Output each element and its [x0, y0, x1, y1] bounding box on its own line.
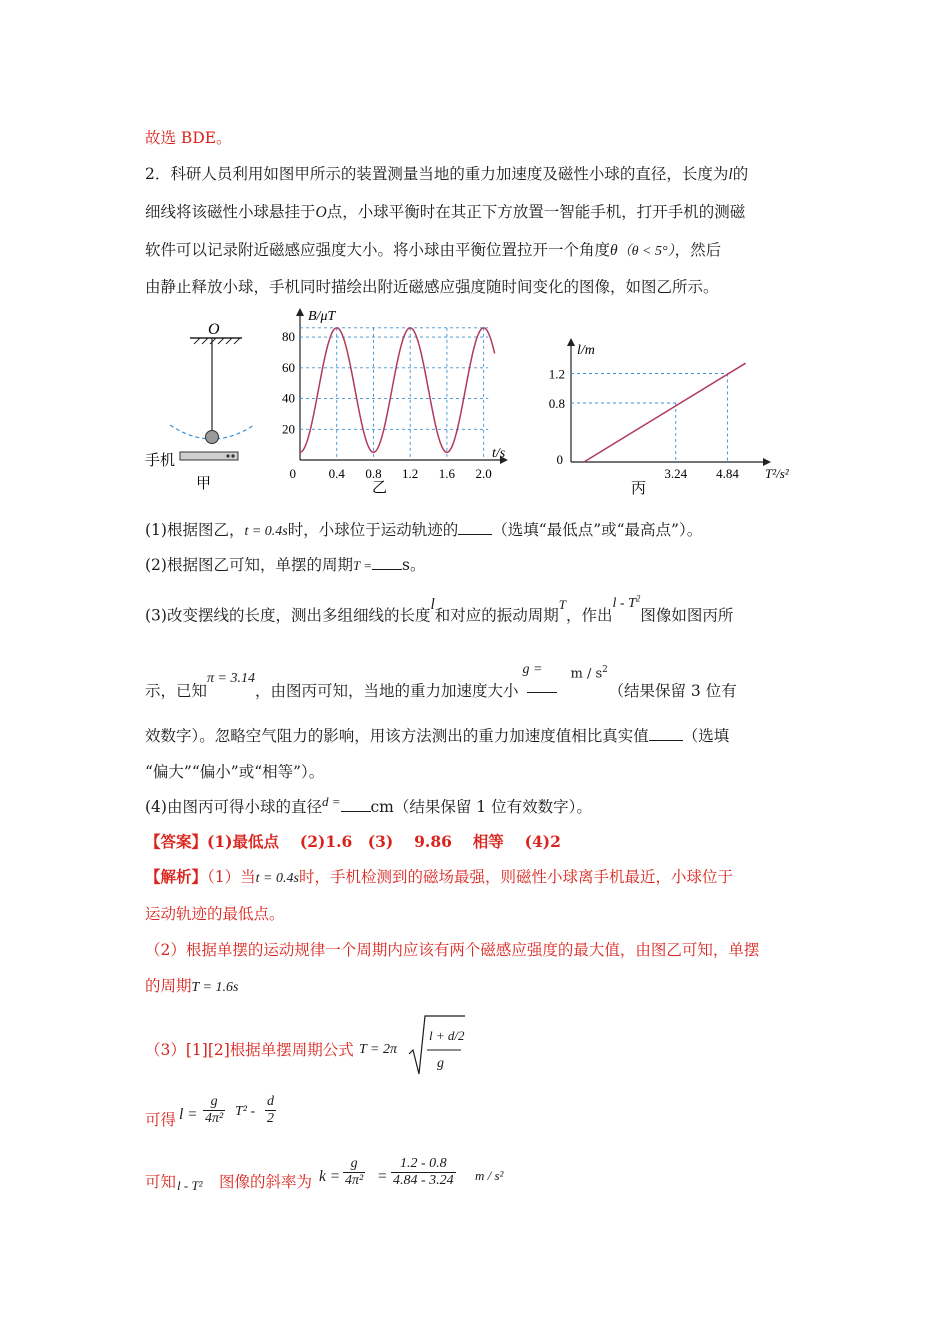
figure-yi: [272, 300, 522, 500]
time-condition: t = 0.4s: [244, 524, 288, 539]
period-equation: T = 1.6s: [191, 980, 239, 995]
x-axis-label: T²/s²: [765, 466, 789, 481]
x-tick-label: 0: [289, 466, 296, 481]
t2-minus: T² -: [235, 1104, 256, 1119]
question-text: 由静止释放小球，手机同时描绘出附近磁感应强度随时间变化的图像，如图乙所示。: [145, 278, 719, 296]
text: (3)改变摆线的长度，测出多组细线的长度: [145, 606, 431, 625]
text: 可知: [145, 1173, 177, 1191]
x-tick-label: 0.4: [328, 466, 345, 481]
guide-lines: [571, 374, 727, 463]
question-number: 2．: [145, 165, 171, 183]
denominator: 2: [267, 1111, 274, 1126]
sup-2: 2: [635, 593, 641, 603]
answer-blank-4[interactable]: [649, 726, 683, 741]
phone-dot: [231, 454, 234, 457]
top-conclusion: 故选 BDE。: [145, 129, 232, 147]
text: “偏大”“偏小”或“相等”）。: [145, 763, 325, 781]
question-line-1: [145, 164, 748, 185]
answer-blank-2[interactable]: [372, 555, 402, 570]
question-text: 点，小球平衡时在其正下方放置一智能手机，打开手机的测磁: [326, 203, 746, 221]
var-O: O: [315, 204, 327, 221]
text: 可得: [145, 1111, 177, 1129]
phone-dot: [226, 454, 229, 457]
magnetic-ball: [206, 431, 219, 444]
question-line-4: [145, 277, 719, 297]
text: （3）[1][2]根据单摆周期公式: [145, 1041, 354, 1059]
y-axis-arrow: [567, 338, 575, 346]
x-tick-label: 3.24: [664, 466, 688, 481]
denominator: 4π²: [345, 1173, 364, 1188]
text: 时，小球位于运动轨迹的: [287, 521, 459, 539]
numerator: 1.2 - 0.8: [391, 1156, 456, 1173]
question-line-2: [145, 202, 745, 223]
var-d: d =: [321, 794, 341, 809]
var-theta: θ: [610, 242, 618, 259]
text: 效数字）。忽略空气阻力的影响，用该方法测出的重力加速度值相比真实值: [145, 727, 649, 745]
l-t2-expression: [612, 593, 641, 611]
answer-blank-1[interactable]: [458, 520, 492, 535]
analysis-line-2: [145, 904, 285, 924]
text: (4)由图丙可得小球的直径: [145, 798, 322, 816]
y-tick-label: 60: [282, 359, 295, 375]
text: 示，已知: [145, 682, 208, 700]
grid: [300, 328, 488, 460]
phone-label: 手机: [145, 453, 176, 469]
numerator: g: [343, 1156, 365, 1173]
y-tick-label: 80: [282, 329, 295, 345]
text: (2)根据图乙可知，单摆的周期: [145, 556, 353, 574]
x-tick-label: 0.8: [365, 466, 382, 481]
text: cm（结果保留 1 位有效数字）。: [370, 798, 592, 816]
caption-bing: 丙: [631, 481, 647, 497]
question-text: 软件可以记录附近磁感应强度大小。将小球由平衡位置拉开一个角度: [145, 241, 611, 259]
answer-label: 【答案】: [145, 832, 208, 851]
sub-question-3-line-4: [145, 762, 324, 782]
sub-question-3-line-1: [145, 593, 734, 628]
text: 图像的斜率为: [219, 1173, 313, 1191]
text: 的周期: [145, 977, 192, 995]
text: （选填“最低点”或“最高点”）。: [492, 521, 703, 539]
figure-jia: [140, 318, 260, 498]
x-axis-arrow: [763, 458, 771, 466]
sub-question-4: [145, 794, 592, 818]
g-answer-group: [519, 662, 609, 696]
var-T: T: [558, 596, 567, 612]
caption-yi: 乙: [372, 480, 388, 496]
x-axis-label: t/s: [492, 446, 506, 461]
text: （1）当: [207, 868, 256, 886]
sqrt-denominator: g: [437, 1056, 444, 1071]
sup-2: 2: [602, 665, 608, 675]
text: ，由图丙可知，当地的重力加速度大小: [254, 682, 519, 700]
answer-blank-5[interactable]: [341, 797, 371, 812]
y-tick-label: 20: [282, 421, 295, 437]
denominator: 4π²: [205, 1111, 224, 1126]
fraction-g-4pi2: [343, 1156, 365, 1189]
y-axis-label: B/μT: [308, 309, 336, 324]
text: 和对应的振动周期: [434, 606, 559, 625]
x-tick-label: 4.84: [716, 466, 739, 481]
question-text: 的: [732, 165, 749, 183]
sub-question-3-line-2: [145, 662, 737, 703]
y-tick-label: 40: [282, 390, 295, 406]
text: (1)根据图乙，: [145, 521, 245, 539]
answer-line: [145, 832, 561, 852]
period-formula: T = 2π: [359, 1042, 397, 1057]
answer-text: (1)最低点 (2)1.6 (3) 9.86 相等 (4)2: [207, 832, 561, 851]
x-tick-label: 0: [556, 452, 563, 467]
text: s。: [402, 556, 426, 574]
y-axis-label: l/m: [577, 343, 595, 358]
tick-labels: [282, 329, 492, 481]
text: 图像如图丙所: [640, 606, 734, 625]
l-t2-line: [584, 363, 746, 462]
fraction-d-2: [265, 1094, 276, 1127]
numerator: g: [203, 1094, 225, 1111]
analysis-label: 【解析】: [145, 867, 208, 886]
analysis-line-1: [145, 867, 733, 889]
analysis-line-3: [145, 940, 759, 960]
unit-text: m / s: [570, 666, 603, 682]
answer-blank-3[interactable]: [527, 678, 557, 693]
analysis-line-4: [145, 976, 238, 998]
figure-bing: [535, 330, 815, 500]
l-t2-expression: l - T²: [177, 1178, 203, 1193]
sub-question-3-line-3: [145, 726, 729, 746]
text: 时，手机检测到的磁场最强，则磁性小球离手机最近，小球位于: [298, 868, 733, 886]
angle-condition: （θ < 5°）: [617, 244, 675, 259]
question-text: 细线将该磁性小球悬挂于: [145, 203, 316, 221]
denominator: 4.84 - 3.24: [393, 1173, 454, 1188]
ceiling-hatch: [194, 338, 240, 344]
sqrt-numerator: l + d/2: [429, 1028, 465, 1043]
x-tick-label: 2.0: [475, 466, 492, 481]
var-l: l: [430, 595, 435, 613]
pi-value: π = 3.14: [207, 671, 255, 686]
var-l: l =: [179, 1106, 198, 1123]
sub-question-1: [145, 520, 702, 542]
unit-mps2: [571, 660, 608, 684]
caption-jia: 甲: [196, 476, 212, 492]
text: ，作出: [566, 606, 613, 625]
unit-mps2: m / s²: [475, 1168, 504, 1183]
slope-k: k =: [319, 1168, 341, 1185]
text: （选填: [682, 727, 730, 745]
time-condition: t = 0.4s: [255, 871, 299, 886]
pivot-label: O: [208, 321, 220, 338]
text: （2）根据单摆的运动规律一个周期内应该有两个磁感应强度的最大值，由图乙可知，单摆: [145, 941, 760, 959]
text: 运动轨迹的最低点。: [145, 905, 285, 923]
question-line-3: [145, 240, 721, 262]
var-T: T =: [352, 558, 372, 573]
x-tick-label: 1.6: [438, 466, 456, 481]
var-g: g =: [522, 662, 543, 677]
l-t-text: l - T: [612, 595, 636, 611]
question-text: ，然后: [674, 241, 722, 259]
x-tick-label: 1.2: [402, 466, 419, 481]
fraction-slope-values: [391, 1156, 456, 1189]
y-tick-label: 0.8: [548, 396, 565, 411]
text: （结果保留 3 位有: [608, 682, 737, 700]
y-tick-label: 1.2: [548, 366, 565, 382]
question-text: 科研人员利用如图甲所示的装置测量当地的重力加速度及磁性小球的直径，长度为: [170, 165, 729, 183]
numerator: d: [267, 1094, 274, 1109]
y-axis-arrow: [296, 308, 304, 316]
b-curve: [300, 328, 495, 452]
fraction-g-4pi2: [203, 1094, 225, 1127]
sub-question-2: [145, 555, 425, 576]
var-l: l: [728, 166, 733, 183]
equals: =: [377, 1168, 388, 1185]
